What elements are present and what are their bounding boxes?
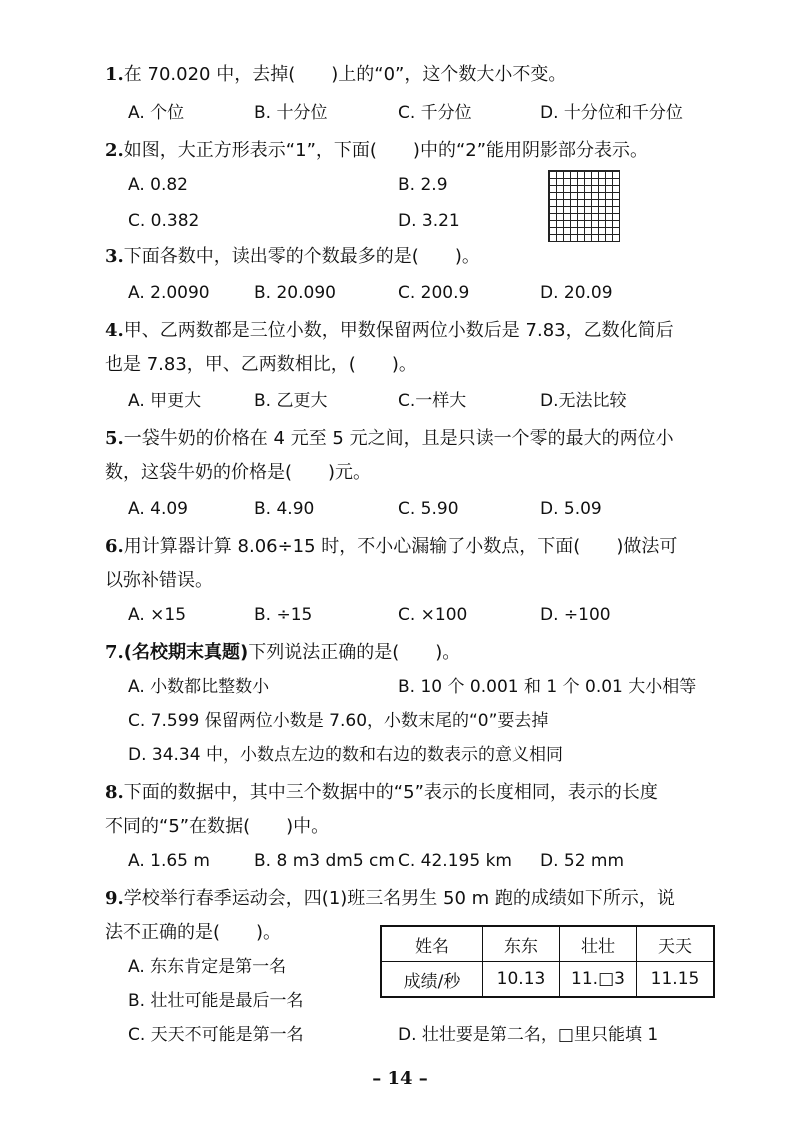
square-grid-figure (548, 170, 620, 242)
question-number: 2. (105, 140, 124, 161)
option-a: A. 2.0090 (128, 283, 210, 303)
option-a: A. 甲更大 (128, 391, 202, 411)
option-c: C. 0.382 (128, 211, 200, 231)
question-4 (105, 314, 705, 382)
question-text: 在 70.020 中，去掉( )上的“0”，这个数大小不变。 (123, 64, 567, 85)
question-text-line2: 以弥补错误。 (105, 570, 213, 591)
question-text: 下面各数中，读出零的个数最多的是( )。 (123, 246, 480, 267)
question-text-line2: 不同的“5”在数据( )中。 (105, 816, 330, 837)
option-a: A. 小数都比整数小 (128, 677, 270, 697)
table-header-cell: 天天 (637, 926, 715, 962)
question-text-line2: 数，这袋牛奶的价格是( )元。 (105, 462, 372, 483)
source-tag: (名校期末真题) (123, 642, 249, 663)
question-text-line1: 下面的数据中，其中三个数据中的“5”表示的长度相同，表示的长度 (123, 782, 658, 803)
option-d: D.无法比较 (540, 391, 627, 411)
worksheet-page: 1.在 70.020 中，去掉( )上的“0”，这个数大小不变。 A. 个位 B. 十分位 C. 千分位 D. 十分位和千分位 2.如图，大正方形表示“1”，下面( )中的“2”能用阴影部分表示。 A. 0.82 B. 2.9 C. 0.382 D. 3.21 3.下面各数中，读出零的个数最多的是( )。 A. 2.0090 B. 20.090 C. 200.9 D. 20.09 4.甲、乙两数都是三位小数，甲数保留两位小数后是 7.83，乙数化简后 也是 7.83，甲、乙两数相比，( )。 A. 甲更大 B. 乙更大 C.一样大 D.无法比较 5.一袋牛奶的价格在 4 元至 5 元之间，且是只读一个零的最大的两位小 数，这袋牛奶的价格是( )元。 A. 4.09 B. 4.90 C. 5.90 D. 5.09 6.用计算器计算 8.06÷15 时，不小心漏输了小数点，下面( )做法可 以弥补错误。 A. ×15 B. ÷15 C. ×100 D. ÷100 7.(名校期末真题)下列说法正确的是( )。 A. 小数都比整数小 B. 10 个 0.001 和 1 个 0.01 大小相等 C. 7.599 保留两位小数是 7.60，小数末尾的“0”要去掉 D. 34.34 中，小数点左边的数和右边的数表示的意义相同 8.下面的数据中，其中三个数据中的“5”表示的长度相同，表示的长度 不同的“5”在数据( )中。 A. 1.65 m B. 8 m3 dm5 cm C. 42.195 km D. 52 mm 9.学校举行春季运动会，四(1)班三名男生 50 m 跑的成绩如下所示，说 法不正确的是( )。 A. 东东肯定是第一名 B. 壮壮可能是最后一名 C. 天天不可能是第一名 D. 壮壮要是第二名，□里只能填 1 姓名 东东 壮壮 天天 成绩/秒 10.13 11.□3 11.15 – 14 – (0, 0, 800, 1130)
option-c: C. 千分位 (398, 103, 472, 123)
question-text: 下列说法正确的是( )。 (248, 642, 461, 663)
option-d: D. 十分位和千分位 (540, 103, 683, 123)
option-d: D. 3.21 (398, 211, 460, 231)
option-b: B. 8 m3 dm5 cm (254, 851, 395, 871)
option-a: A. 4.09 (128, 499, 188, 519)
question-number: 8. (105, 782, 124, 803)
question-2 (105, 134, 705, 168)
option-d: D. ÷100 (540, 605, 611, 625)
option-b: B. 20.090 (254, 283, 336, 303)
option-b: B. 2.9 (398, 175, 448, 195)
option-c: C. 5.90 (398, 499, 459, 519)
option-b: B. 十分位 (254, 103, 328, 123)
option-a: A. 0.82 (128, 175, 188, 195)
question-1 (105, 58, 705, 92)
option-b: B. ÷15 (254, 605, 313, 625)
question-text-line1: 用计算器计算 8.06÷15 时，不小心漏输了小数点，下面( )做法可 (123, 536, 678, 557)
question-number: 5. (105, 428, 124, 449)
question-5 (105, 422, 705, 490)
option-b: B. 10 个 0.001 和 1 个 0.01 大小相等 (398, 677, 697, 697)
table-row (381, 962, 714, 998)
question-8 (105, 776, 705, 844)
option-d: D. 52 mm (540, 851, 625, 871)
option-d: D. 20.09 (540, 283, 613, 303)
table-header-cell: 东东 (483, 926, 560, 962)
option-c: C. 42.195 km (398, 851, 512, 871)
option-d: D. 壮壮要是第二名，□里只能填 1 (398, 1025, 659, 1045)
question-number: 6. (105, 536, 124, 557)
option-c: C. ×100 (398, 605, 468, 625)
table-cell: 10.13 (483, 962, 560, 998)
option-d: D. 5.09 (540, 499, 602, 519)
option-c: C. 200.9 (398, 283, 470, 303)
question-text-line1: 一袋牛奶的价格在 4 元至 5 元之间，且是只读一个零的最大的两位小 (123, 428, 674, 449)
option-b: B. 乙更大 (254, 391, 328, 411)
option-a: A. 个位 (128, 103, 185, 123)
question-number: 4. (105, 320, 124, 341)
table-cell: 11.15 (637, 962, 715, 998)
table-cell: 成绩/秒 (381, 962, 483, 998)
table-header-row (381, 926, 714, 962)
table-header-cell: 壮壮 (560, 926, 637, 962)
results-table (380, 925, 715, 998)
option-a: A. ×15 (128, 605, 187, 625)
question-7 (105, 636, 705, 670)
question-text-line2: 也是 7.83，甲、乙两数相比，( )。 (105, 354, 417, 375)
option-b: B. 4.90 (254, 499, 315, 519)
table-header-cell: 姓名 (381, 926, 483, 962)
page-number: – 14 – (372, 1068, 428, 1089)
question-6 (105, 530, 705, 598)
table-cell: 11.□3 (560, 962, 637, 998)
question-number: 7. (105, 642, 124, 663)
question-3 (105, 240, 705, 274)
question-text-line1: 甲、乙两数都是三位小数，甲数保留两位小数后是 7.83，乙数化简后 (123, 320, 674, 341)
question-text: 如图，大正方形表示“1”，下面( )中的“2”能用阴影部分表示。 (123, 140, 649, 161)
question-text-line2: 法不正确的是( )。 (105, 922, 282, 943)
question-text-line1: 学校举行春季运动会，四(1)班三名男生 50 m 跑的成绩如下所示，说 (123, 888, 675, 909)
option-c: C.一样大 (398, 391, 467, 411)
option-a: A. 1.65 m (128, 851, 210, 871)
option-c: C. 天天不可能是第一名 (128, 1025, 304, 1045)
question-number: 3. (105, 246, 124, 267)
question-number: 9. (105, 888, 124, 909)
question-number: 1. (105, 64, 124, 85)
